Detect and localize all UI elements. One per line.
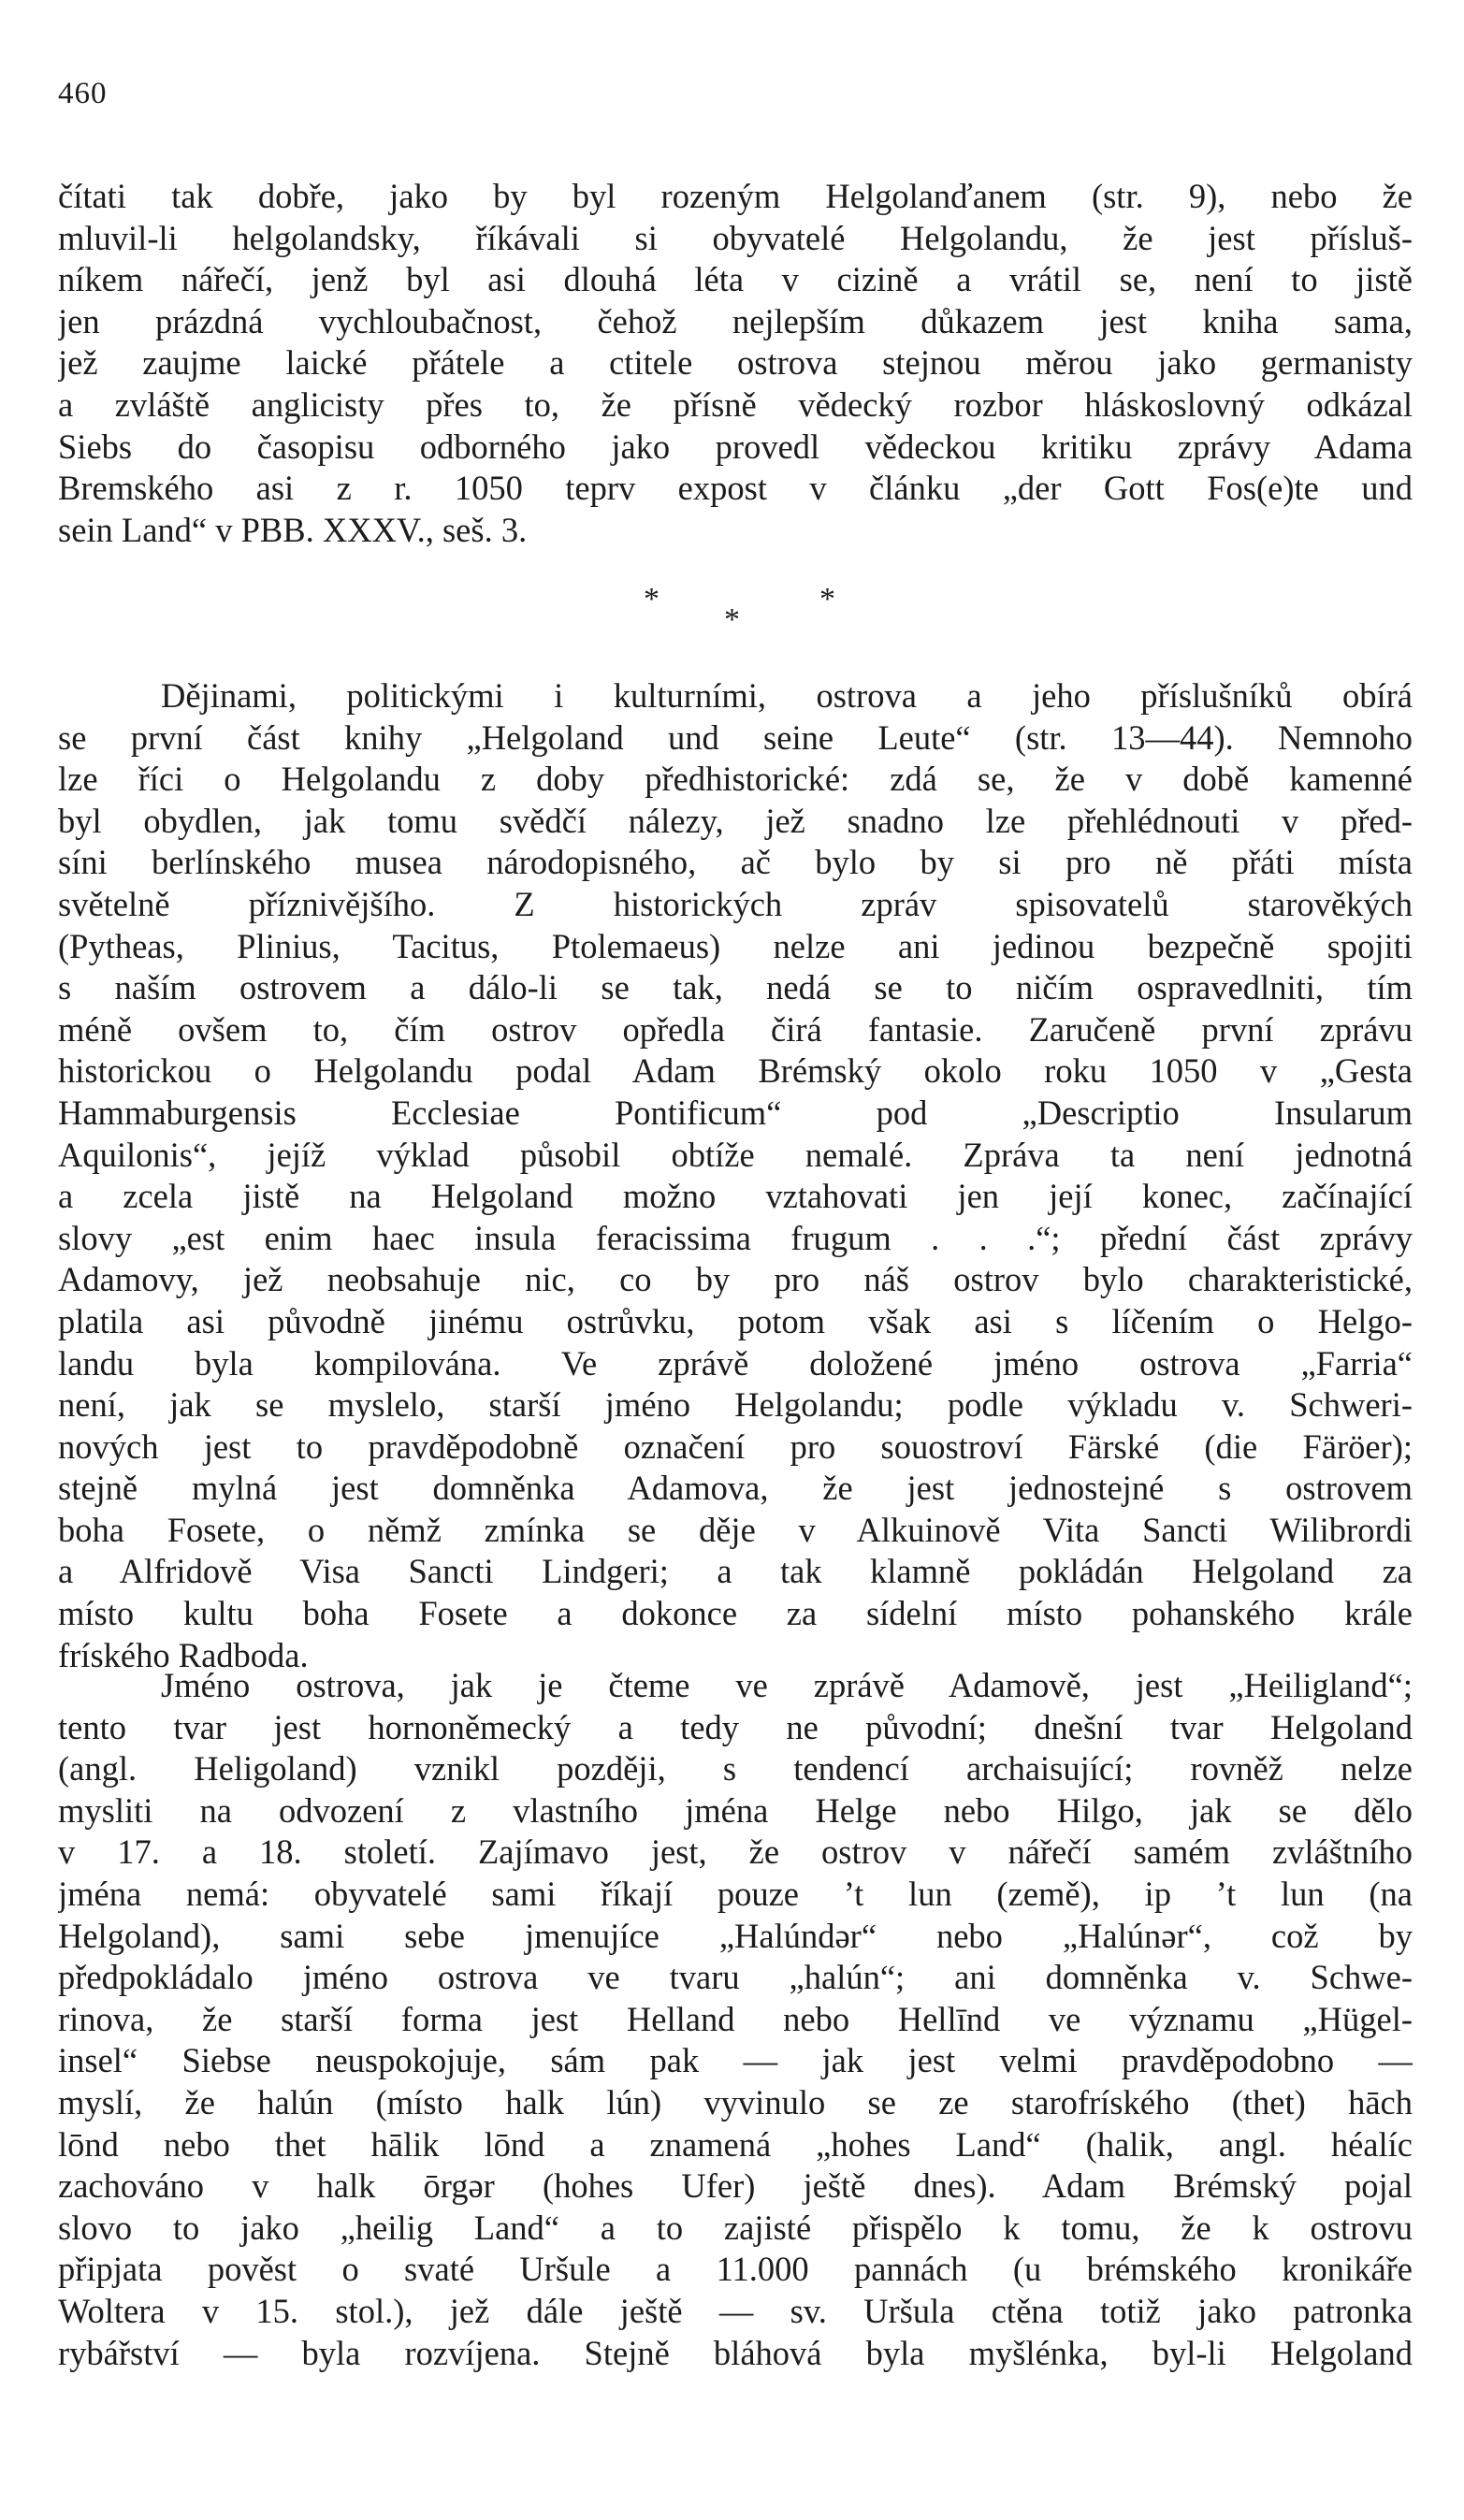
text-line: platila asi původně jinému ostrůvku, potom však asi s líčením o Helgo- (58, 1301, 1413, 1340)
text-line: stejně mylná jest domněnka Adamova, že jest jednostejné s ostrovem (58, 1469, 1413, 1508)
text-line: čítati tak dobře, jako by byl rozeným Helgolanďanem (str. 9), nebo že (58, 177, 1413, 215)
text-line: Dějinami, politickými i kulturními, ostrova a jeho příslušníků obírá (161, 676, 1413, 715)
text-line: jež zaujme laické přátele a ctitele ostrova stejnou měrou jako germanisty (58, 343, 1413, 383)
paragraph-2 (58, 675, 1413, 1676)
text-line: místo kultu boha Fosete a dokonce za sídelní místo pohanského krále (58, 1594, 1413, 1633)
paragraph-1 (58, 176, 1413, 551)
separator-asterisk: * (644, 582, 660, 616)
text-line: s naším ostrovem a dálo-li se tak, nedá se to ničím ospravedlniti, tím (58, 968, 1413, 1007)
text-line: mluvil-li helgolandsky, říkávali si obyvatelé Helgolandu, že jest přísluš- (58, 218, 1413, 257)
text-line: Jméno ostrova, jak je čteme ve zprávě Adamově, jest „Heiligland“; (161, 1666, 1413, 1704)
text-line: sein Land“ v PBB. XXXV., seš. 3. (58, 510, 528, 549)
text-line: historickou o Helgolandu podal Adam Brémský okolo roku 1050 v „Gesta (58, 1051, 1413, 1091)
text-line: boha Fosete, o němž zmínka se děje v Alkuinově Vita Sancti Wilibrordi (58, 1510, 1413, 1549)
text-line: (Pytheas, Plinius, Tacitus, Ptolemaeus) nelze ani jedinou bezpečně spojiti (58, 926, 1413, 965)
text-line: v 17. a 18. století. Zajímavo jest, že ostrov v nářečí samém zvláštního (58, 1832, 1413, 1872)
text-line: nových jest to pravděpodobně označení pro souostroví Färské (die Färöer); (58, 1427, 1413, 1466)
text-line: není, jak se myslelo, starší jméno Helgolandu; podle výkladu v. Schweri- (58, 1385, 1413, 1425)
text-line: se první část knihy „Helgoland und seine Leute“ (str. 13—44). Nemnoho (58, 717, 1413, 757)
text-line: rybářství — byla rozvíjena. Stejně bláhová byla myšlénka, byl-li Helgoland (58, 2333, 1413, 2372)
text-line: světelně příznivějšího. Z historických zpráv spisovatelů starověkých (58, 884, 1413, 923)
text-line: zachováno v halk ōrgər (hohes Ufer) ještě dnes). Adam Brémský pojal (58, 2166, 1413, 2206)
text-line: jména nemá: obyvatelé sami říkají pouze ’t lun (země), ip ’t lun (na (58, 1874, 1413, 1913)
text-line: předpokládalo jméno ostrova ve tvaru „halún“; ani domněnka v. Schwe- (58, 1958, 1413, 1997)
text-line: insel“ Siebse neuspokojuje, sám pak — jak jest velmi pravděpodobno — (58, 2041, 1413, 2080)
text-line: připjata pověst o svaté Uršule a 11.000 pannách (u brémského kronikáře (58, 2250, 1413, 2289)
text-line: myslí, že halún (místo halk lún) vyvinulo se ze starofríského (thet) hāch (58, 2082, 1413, 2122)
paragraph-3 (58, 1665, 1413, 2374)
text-line: Siebs do časopisu odborného jako provedl vědeckou kritiku zprávy Adama (58, 427, 1413, 466)
text-line: níkem nářečí, jenž byl asi dlouhá léta v cizině a vrátil se, není to jistě (58, 260, 1413, 299)
section-separator (0, 582, 1464, 638)
text-line: lōnd nebo thet hālik lōnd a znamená „hohes Land“ (halik, angl. héalíc (58, 2124, 1413, 2164)
text-line: fríského Radboda. (58, 1635, 309, 1674)
text-line: slovo to jako „heilig Land“ a to zajisté přispělo k tomu, že k ostrovu (58, 2208, 1413, 2247)
text-line: Bremského asi z r. 1050 teprv expost v článku „der Gott Fos(e)te und (58, 469, 1413, 508)
separator-asterisk: * (819, 582, 835, 616)
text-line: méně ovšem to, čím ostrov opředla čirá fantasie. Zaručeně první zprávu (58, 1009, 1413, 1049)
text-line: jen prázdná vychloubačnost, čehož nejlepším důkazem jest kniha sama, (58, 301, 1413, 340)
text-line: mysliti na odvození z vlastního jména Helge nebo Hilgo, jak se dělo (58, 1790, 1413, 1830)
text-line: byl obydlen, jak tomu svědčí nálezy, jež snadno lze přehlédnouti v před- (58, 801, 1413, 840)
text-line: Hammaburgensis Ecclesiae Pontificum“ pod „Descriptio Insularum (58, 1093, 1413, 1132)
text-line: landu byla kompilována. Ve zprávě doložené jméno ostrova „Farria“ (58, 1343, 1413, 1383)
text-line: slovy „est enim haec insula feracissima frugum . . .“; přední část zprávy (58, 1218, 1413, 1257)
text-line: lze říci o Helgolandu z doby předhistorické: zdá se, že v době kamenné (58, 760, 1413, 799)
page-number: 460 (58, 77, 108, 110)
text-line: a Alfridově Visa Sancti Lindgeri; a tak klamně pokládán Helgoland za (58, 1552, 1413, 1591)
text-line: síni berlínského musea národopisného, ač bylo by si pro ně přáti místa (58, 843, 1413, 882)
text-line: Helgoland), sami sebe jmenujíce „Halúndər“ nebo „Halúnər“, což by (58, 1916, 1413, 1955)
text-line: a zvláště anglicisty přes to, že přísně vědecký rozbor hláskoslovný odkázal (58, 384, 1413, 424)
separator-asterisk: * (724, 602, 740, 637)
text-line: a zcela jistě na Helgoland možno vztahovati jen její konec, začínající (58, 1177, 1413, 1216)
text-line: Aquilonis“, jejíž výklad působil obtíže nemalé. Zpráva ta není jednotná (58, 1135, 1413, 1174)
text-line: (angl. Heligoland) vznikl později, s tendencí archaisující; rovněž nelze (58, 1749, 1413, 1789)
text-line: tento tvar jest hornoněmecký a tedy ne původní; dnešní tvar Helgoland (58, 1707, 1413, 1746)
text-line: rinova, že starší forma jest Helland nebo Hellīnd ve významu „Hügel- (58, 1999, 1413, 2038)
text-line: Woltera v 15. stol.), jež dále ještě — sv. Uršula ctěna totiž jako patronka (58, 2291, 1413, 2330)
text-line: Adamovy, jež neobsahuje nic, co by pro náš ostrov bylo charakteristické, (58, 1260, 1413, 1299)
